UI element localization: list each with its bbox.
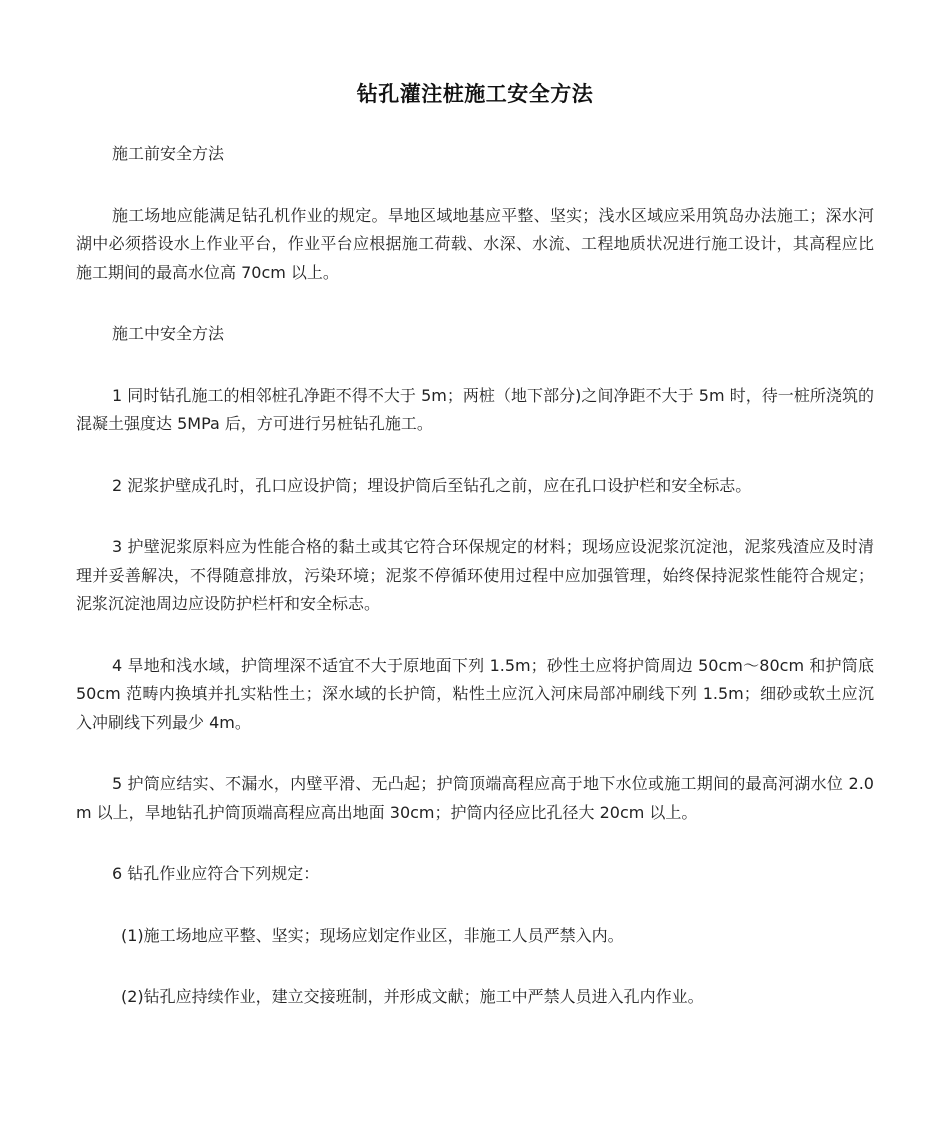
paragraph-item-2: 2 泥浆护壁成孔时，孔口应设护筒；埋设护筒后至钻孔之前，应在孔口设护栏和安全标志。 [112, 475, 752, 495]
paragraph-subitem-1: (1)施工场地应平整、坚实；现场应划定作业区，非施工人员严禁入内。 [121, 925, 624, 945]
paragraph-item-1: 1 同时钻孔施工的相邻桩孔净距不得不大于 5m；两桩（地下部分)之间净距不大于 5m 时，待一桩所浇筑的混凝土强度达 5MPa 后，方可进行另桩钻孔施工。 [76, 385, 874, 433]
paragraph-item-5: 5 护筒应结实、不漏水，内壁平滑、无凸起；护筒顶端高程应高于地下水位或施工期间的最高河湖水位 2.0m 以上，旱地钻孔护筒顶端高程应高出地面 30cm；护筒内径应比孔径大 20cm 以上。 [76, 774, 874, 822]
paragraph-subitem-2: (2)钻孔应持续作业，建立交接班制，并形成文献；施工中严禁人员进入孔内作业。 [121, 987, 704, 1006]
section-heading-pre-construction: 施工前安全方法 [112, 144, 225, 163]
paragraph-item-4: 4 旱地和浅水域，护筒埋深不适宜不大于原地面下列 1.5m；砂性土应将护筒周边 50cm～80cm 和护筒底 50cm 范畴内换填并扎实粘性土；深水域的长护筒，粘性土应沉入河床局部冲刷线下列 1.5m；细砂或软土应沉入冲刷线下列最少 4m。 [76, 655, 874, 732]
document-title: 钻孔灌注桩施工安全方法 [356, 82, 594, 106]
paragraph-site-requirements: 施工场地应能满足钻孔机作业的规定。旱地区域地基应平整、坚实；浅水区域应采用筑岛办法施工；深水河湖中必须搭设水上作业平台，作业平台应根据施工荷载、水深、水流、工程地质状况进行施工设计，其高程应比施工期间的最高水位高 70cm 以上。 [76, 205, 874, 282]
paragraph-item-6: 6 钻孔作业应符合下列规定： [112, 864, 320, 883]
section-heading-during-construction: 施工中安全方法 [112, 324, 225, 343]
paragraph-item-3: 3 护壁泥浆原料应为性能合格的黏土或其它符合环保规定的材料；现场应设泥浆沉淀池，泥浆残渣应及时清理并妥善解决，不得随意排放，污染环境；泥浆不停循环使用过程中应加强管理，始终保持泥浆性能符合规定；泥浆沉淀池周边应设防护栏杆和安全标志。 [76, 537, 874, 613]
